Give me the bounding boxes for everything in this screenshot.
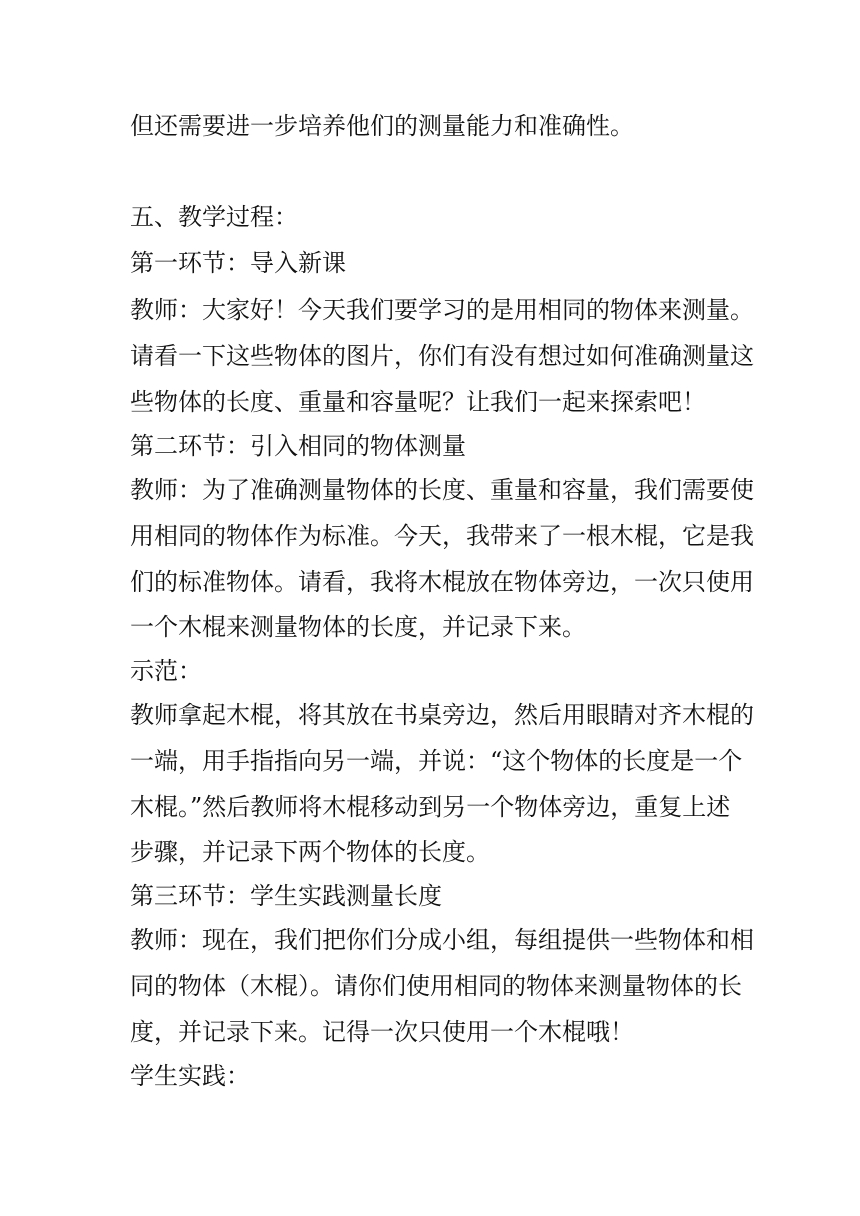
text-line: 教师拿起木棍，将其放在书桌旁边，然后用眼睛对齐木棍的 [130, 701, 754, 729]
subsection-heading: 示范： [130, 657, 202, 685]
text-line: 教师：大家好！今天我们要学习的是用相同的物体来测量。 [130, 296, 754, 324]
text-line: 一端，用手指指向另一端，并说：“这个物体的长度是一个 [130, 747, 743, 775]
text-line: 们的标准物体。请看，我将木棍放在物体旁边，一次只使用 [130, 568, 754, 596]
text-line: 些物体的长度、重量和容量呢？让我们一起来探索吧！ [130, 388, 706, 416]
text-line: 度，并记录下来。记得一次只使用一个木棍哦！ [130, 1018, 634, 1046]
text-line: 教师：现在，我们把你们分成小组，每组提供一些物体和相 [130, 926, 754, 954]
text-line: 但还需要进一步培养他们的测量能力和准确性。 [130, 112, 634, 140]
subsection-heading: 第三环节：学生实践测量长度 [130, 882, 442, 910]
subsection-heading: 第二环节：引入相同的物体测量 [130, 432, 466, 460]
text-line: 步骤，并记录下两个物体的长度。 [130, 838, 490, 866]
text-line: 教师：为了准确测量物体的长度、重量和容量，我们需要使 [130, 476, 754, 504]
subsection-heading: 学生实践： [130, 1062, 250, 1090]
text-line: 一个木棍来测量物体的长度，并记录下来。 [130, 613, 586, 641]
text-line: 请看一下这些物体的图片，你们有没有想过如何准确测量这 [130, 342, 754, 370]
subsection-heading: 第一环节：导入新课 [130, 249, 346, 277]
text-line: 木棍。”然后教师将木棍移动到另一个物体旁边，重复上述 [130, 793, 731, 821]
text-line: 用相同的物体作为标准。今天，我带来了一根木棍，它是我 [130, 522, 754, 550]
section-heading: 五、教学过程： [130, 203, 298, 231]
text-line: 同的物体（木棍）。请你们使用相同的物体来测量物体的长 [130, 972, 742, 1000]
